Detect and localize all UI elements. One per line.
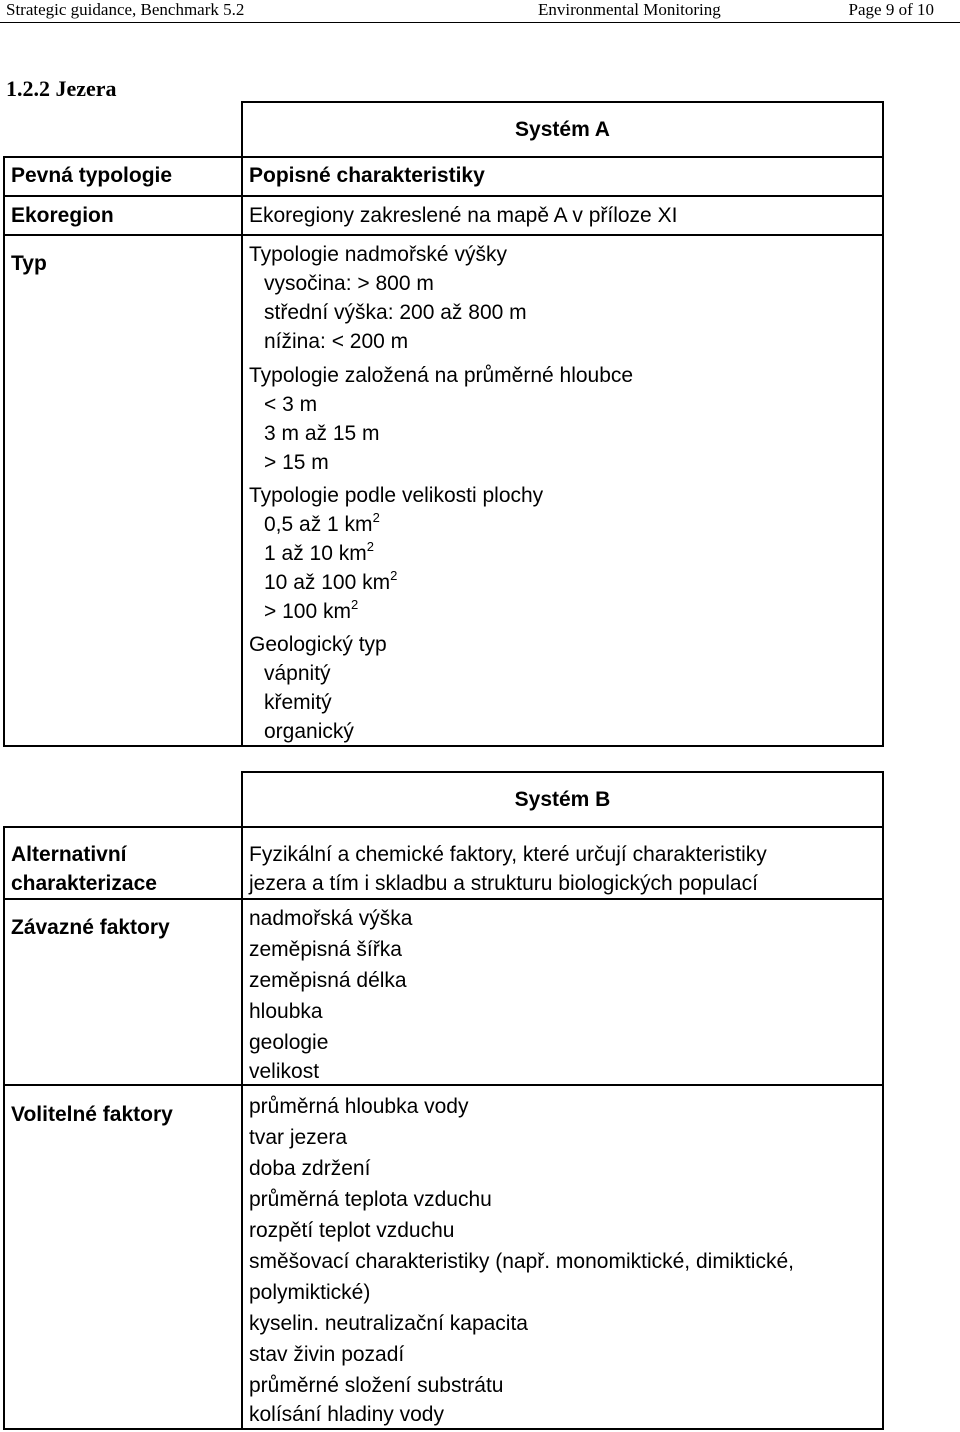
list-item: vysočina: > 800 m: [264, 272, 434, 295]
header-page-number: Page 9 of 10: [848, 0, 934, 19]
list-item: stav živin pozadí: [249, 1343, 405, 1366]
geological-type-title: Geologický typ: [249, 633, 387, 656]
list-item: průměrná teplota vzduchu: [249, 1188, 492, 1211]
header-section: Environmental Monitoring: [538, 0, 721, 19]
list-item: zeměpisná šířka: [249, 938, 402, 961]
list-item: > 15 m: [264, 451, 329, 474]
system-b-title: Systém B: [514, 788, 611, 811]
page-header: [0, 0, 960, 23]
list-item: organický: [264, 720, 354, 743]
row-label-ecoregion: Ekoregion: [11, 204, 114, 227]
list-item: 1 až 10 $km^2$: [264, 539, 374, 565]
system-a-title: Systém A: [515, 118, 610, 141]
row-label-type: Typ: [11, 252, 47, 275]
list-item: nížina: < 200 m: [264, 330, 409, 353]
list-item: doba zdržení: [249, 1157, 371, 1180]
list-item: velikost: [249, 1060, 320, 1083]
list-item: směšovací charakteristiky (např. monomiktické, dimiktické,: [249, 1250, 794, 1273]
header-doc-title: Strategic guidance, Benchmark 5.2: [6, 0, 245, 19]
system-b-divider: [241, 826, 243, 1430]
row-separator: [3, 1084, 884, 1086]
list-item: kolísání hladiny vody: [249, 1403, 444, 1426]
row-label-alternative: Alternativní: [11, 843, 127, 866]
list-item: 10 až 100 $km^2$: [264, 568, 398, 594]
list-item: průměrné složení substrátu: [249, 1374, 504, 1397]
typology-area-title: Typologie podle velikosti plochy: [249, 484, 544, 507]
list-item: polymiktické): [249, 1281, 371, 1304]
list-item: < 3 m: [264, 393, 318, 416]
row-separator: [3, 234, 884, 236]
list-item: vápnitý: [264, 662, 331, 685]
list-item: geologie: [249, 1031, 329, 1054]
system-a-divider: [241, 156, 243, 747]
list-item: tvar jezera: [249, 1126, 348, 1149]
row-label-fixed-typology: Pevná typologie: [11, 164, 173, 187]
typology-altitude-title: Typologie nadmořské výšky: [249, 243, 507, 266]
alternative-description: jezera a tím i skladbu a strukturu biologických populací: [249, 872, 758, 895]
row-value-ecoregion: Ekoregiony zakreslené na mapě A v příloze XI: [249, 204, 678, 227]
list-item: > 100 $km^2$: [264, 597, 359, 623]
list-item: střední výška: 200 až 800 m: [264, 301, 527, 324]
section-title: 1.2.2 Jezera: [6, 76, 117, 101]
row-label-optional: Volitelné faktory: [11, 1103, 173, 1126]
typology-depth-title: Typologie založená na průměrné hloubce: [249, 364, 634, 387]
list-item: křemitý: [264, 691, 332, 714]
row-separator: [3, 898, 884, 900]
list-item: průměrná hloubka vody: [249, 1095, 469, 1118]
row-label-mandatory: Závazné faktory: [11, 916, 170, 939]
row-value-descriptive: Popisné charakteristiky: [249, 164, 485, 187]
list-item: 0,5 až 1 $km^2$: [264, 510, 380, 536]
list-item: hloubka: [249, 1000, 323, 1023]
list-item: rozpětí teplot vzduchu: [249, 1219, 455, 1242]
list-item: kyselin. neutralizační kapacita: [249, 1312, 528, 1335]
row-label-alternative: charakterizace: [11, 872, 157, 895]
list-item: 3 m až 15 m: [264, 422, 380, 445]
list-item: zeměpisná délka: [249, 969, 407, 992]
alternative-description: Fyzikální a chemické faktory, které určují charakteristiky: [249, 843, 767, 866]
list-item: nadmořská výška: [249, 907, 413, 930]
row-separator: [3, 195, 884, 197]
